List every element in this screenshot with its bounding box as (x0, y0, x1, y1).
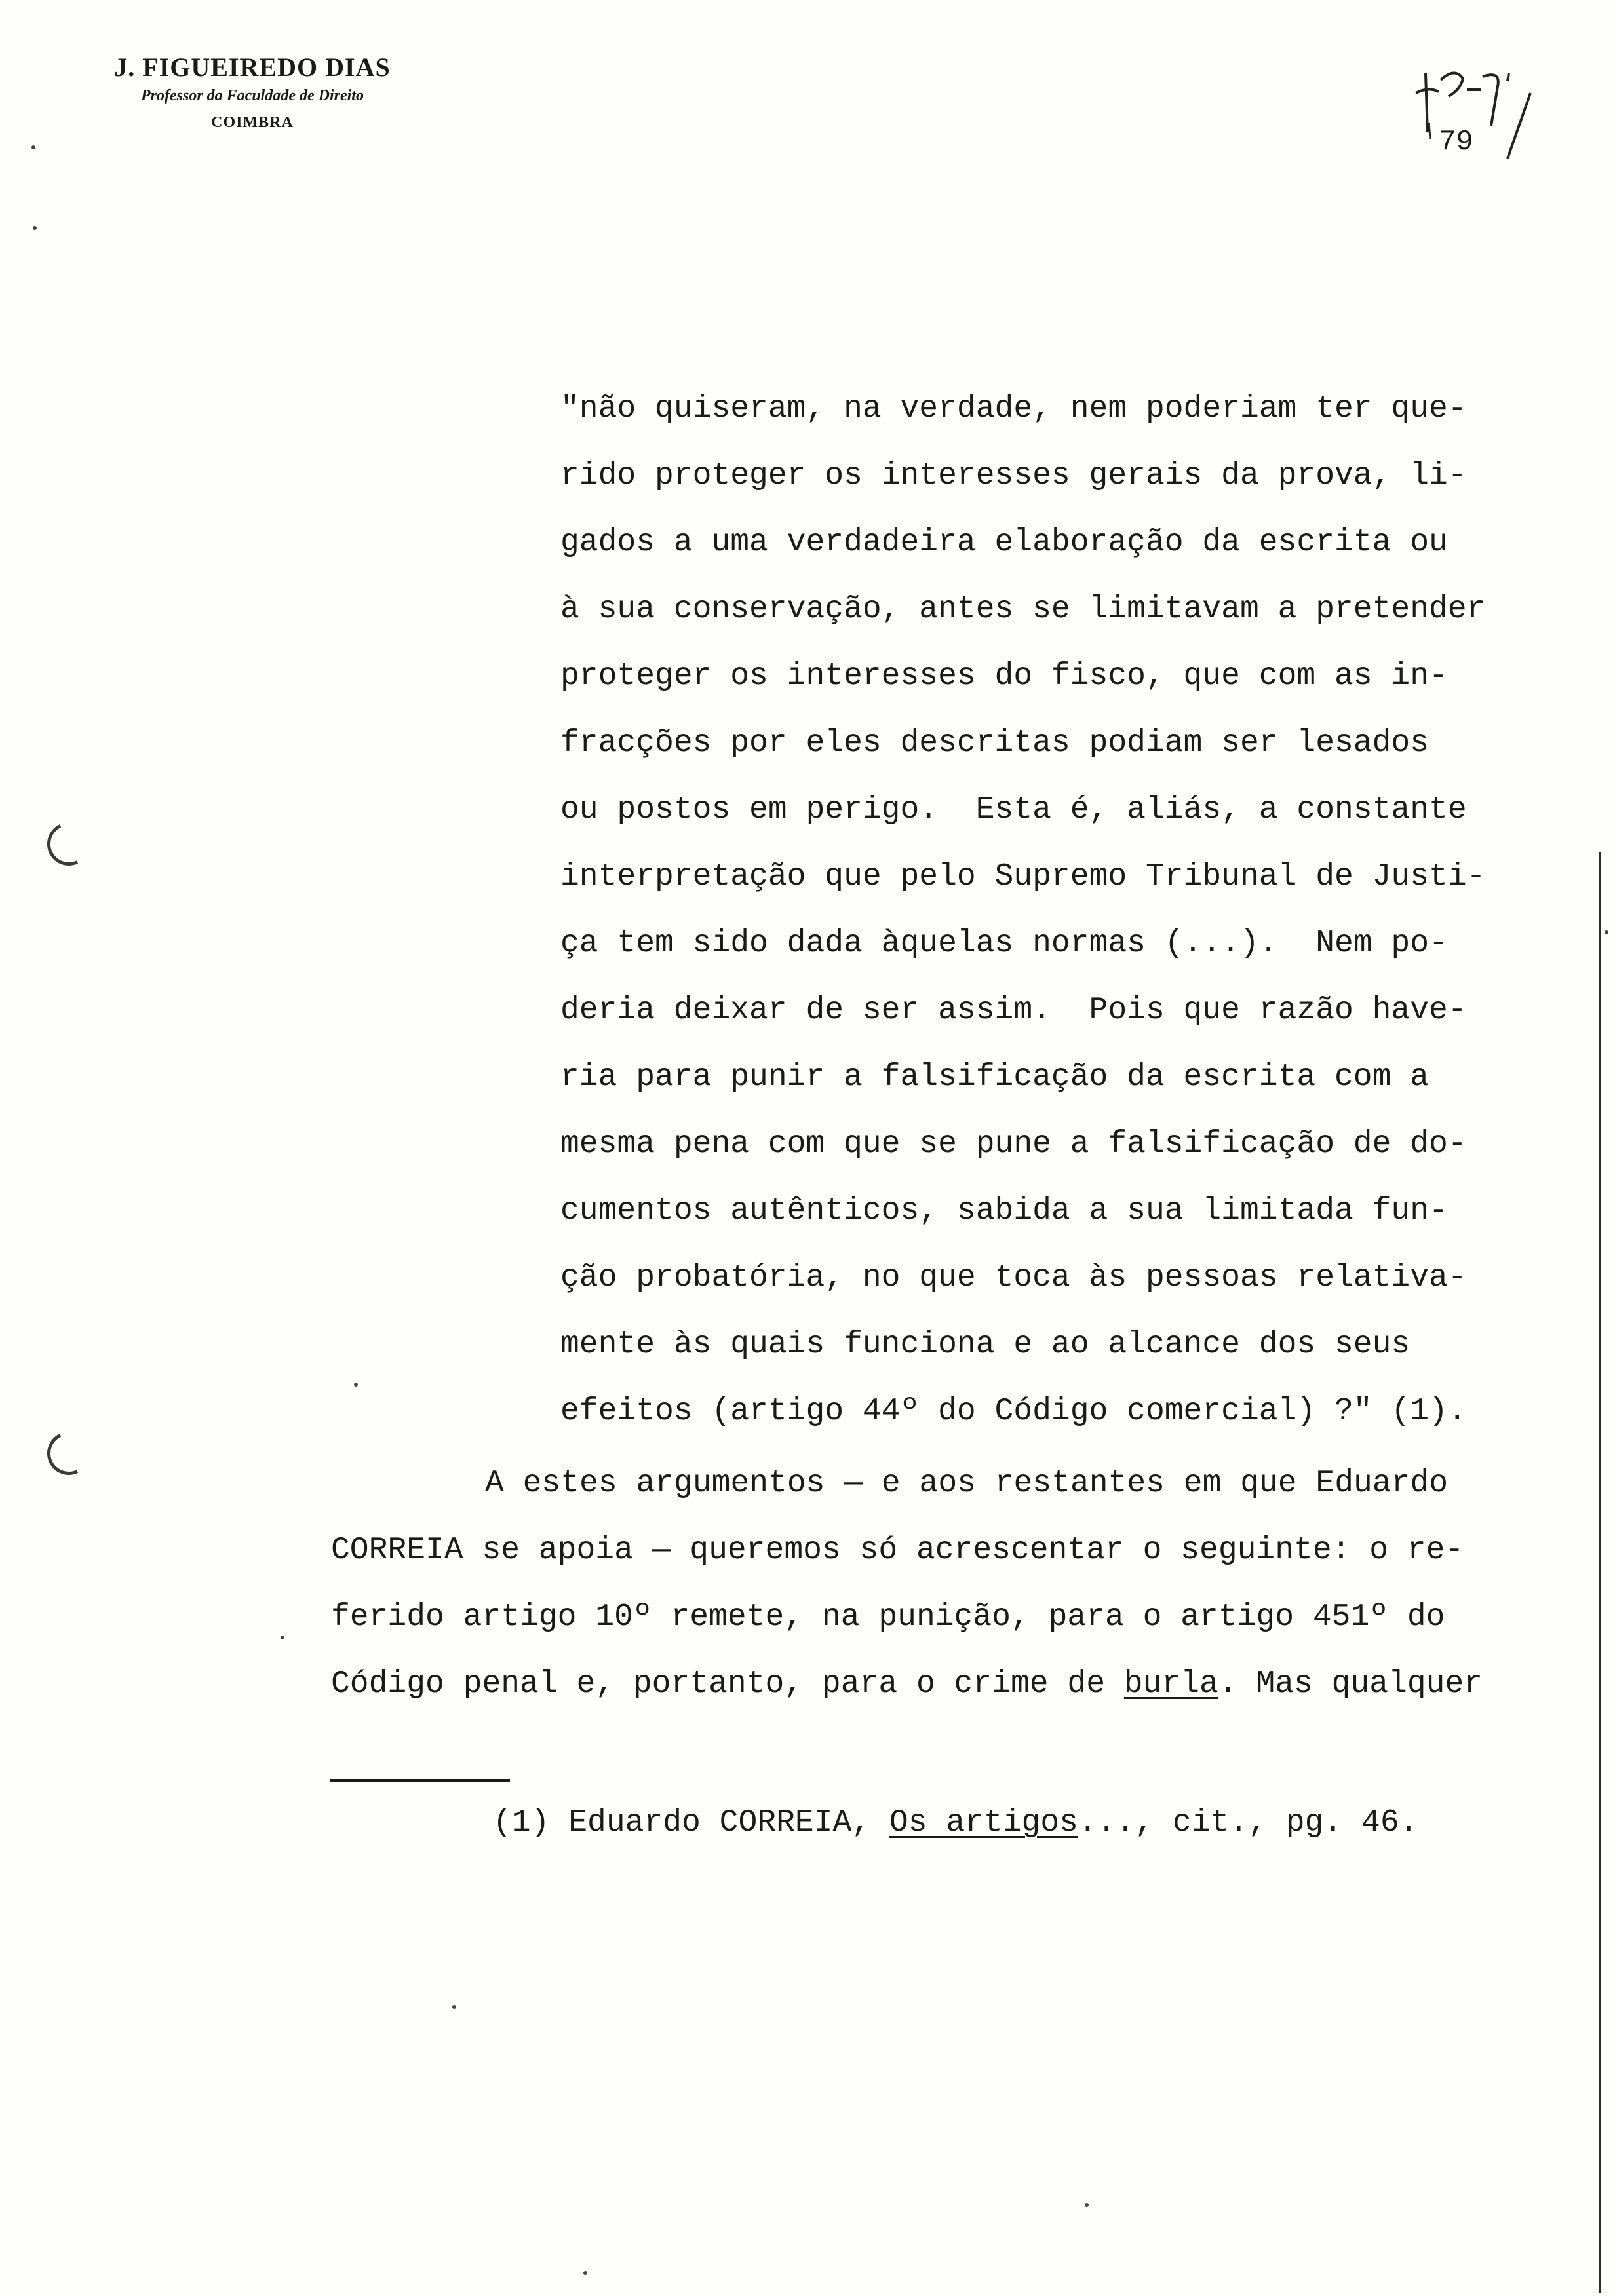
scan-speck (583, 2271, 587, 2275)
paragraph-text: Código penal e, portanto, para o crime de (331, 1666, 1124, 1702)
quote-line: ou postos em perigo. Esta é, aliás, a constante (560, 792, 1467, 828)
quote-line: fracções por eles descritas podiam ser lesados (560, 725, 1430, 761)
quote-line: proteger os interesses do fisco, que com as in- (560, 659, 1448, 694)
scan-speck (1605, 930, 1608, 934)
footnote-separator (330, 1779, 510, 1782)
scan-speck (31, 145, 35, 149)
scan-speck (281, 1636, 284, 1639)
quote-line: ça tem sido dada àquelas normas (...). Nem po- (560, 926, 1448, 961)
quote-line: rido proteger os interesses gerais da prova, li- (560, 458, 1467, 493)
quote-line: ção probatória, no que toca às pessoas relativa- (560, 1260, 1467, 1295)
scan-speck (33, 226, 37, 230)
scan-speck (1085, 2203, 1089, 2207)
quote-line: interpretação que pelo Supremo Tribunal de Justi- (560, 859, 1486, 894)
letterhead (98, 51, 406, 138)
punch-hole-icon (41, 1426, 97, 1482)
letterhead-city: COIMBRA (211, 114, 294, 131)
quote-line: ria para punir a falsificação da escrita com a (560, 1060, 1430, 1095)
page-number: 79 (1439, 126, 1473, 159)
footnote-text: (1) Eduardo CORREIA, (493, 1805, 889, 1841)
footnote (493, 1807, 1418, 1839)
scan-speck (354, 1383, 358, 1387)
quote-line: cumentos autênticos, sabida a sua limitada fun- (560, 1193, 1448, 1229)
punch-hole-icon (41, 816, 97, 872)
scan-speck (452, 2005, 456, 2009)
quote-line: efeitos (artigo 44º do Código comercial) ?" (1). (560, 1394, 1467, 1429)
letterhead-role: Professor da Faculdade de Direito (141, 87, 364, 104)
page-edge (1599, 852, 1601, 2293)
paragraph-text: . Mas qualquer (1218, 1666, 1483, 1702)
paragraph-line: CORREIA se apoia — queremos só acrescentar o seguinte: o re- (331, 1533, 1464, 1568)
paragraph-line (331, 1668, 1483, 1700)
quote-line: mente às quais funciona e ao alcance dos seus (560, 1327, 1411, 1362)
folio-scribble-icon (1409, 60, 1540, 165)
footnote-text: ..., cit., pg. 46. (1078, 1805, 1418, 1841)
letterhead-name: J. FIGUEIREDO DIAS (114, 52, 391, 82)
quote-line: "não quiseram, na verdade, nem poderiam ter que- (560, 391, 1467, 427)
paragraph-line: A estes argumentos — e aos restantes em que Eduardo (485, 1466, 1449, 1501)
paragraph-line: ferido artigo 10º remete, na punição, para o artigo 451º do (331, 1599, 1445, 1635)
quote-line: deria deixar de ser assim. Pois que razão have- (560, 993, 1467, 1028)
underlined-term: burla (1123, 1666, 1218, 1702)
quote-line: gados a uma verdadeira elaboração da escrita ou (560, 525, 1448, 560)
quote-line: mesma pena com que se pune a falsificação de do- (560, 1126, 1467, 1162)
quote-line: à sua conservação, antes se limitavam a pretender (560, 592, 1486, 627)
footnote-title: Os artigos (889, 1805, 1078, 1841)
handwritten-folio-mark (1409, 60, 1540, 165)
